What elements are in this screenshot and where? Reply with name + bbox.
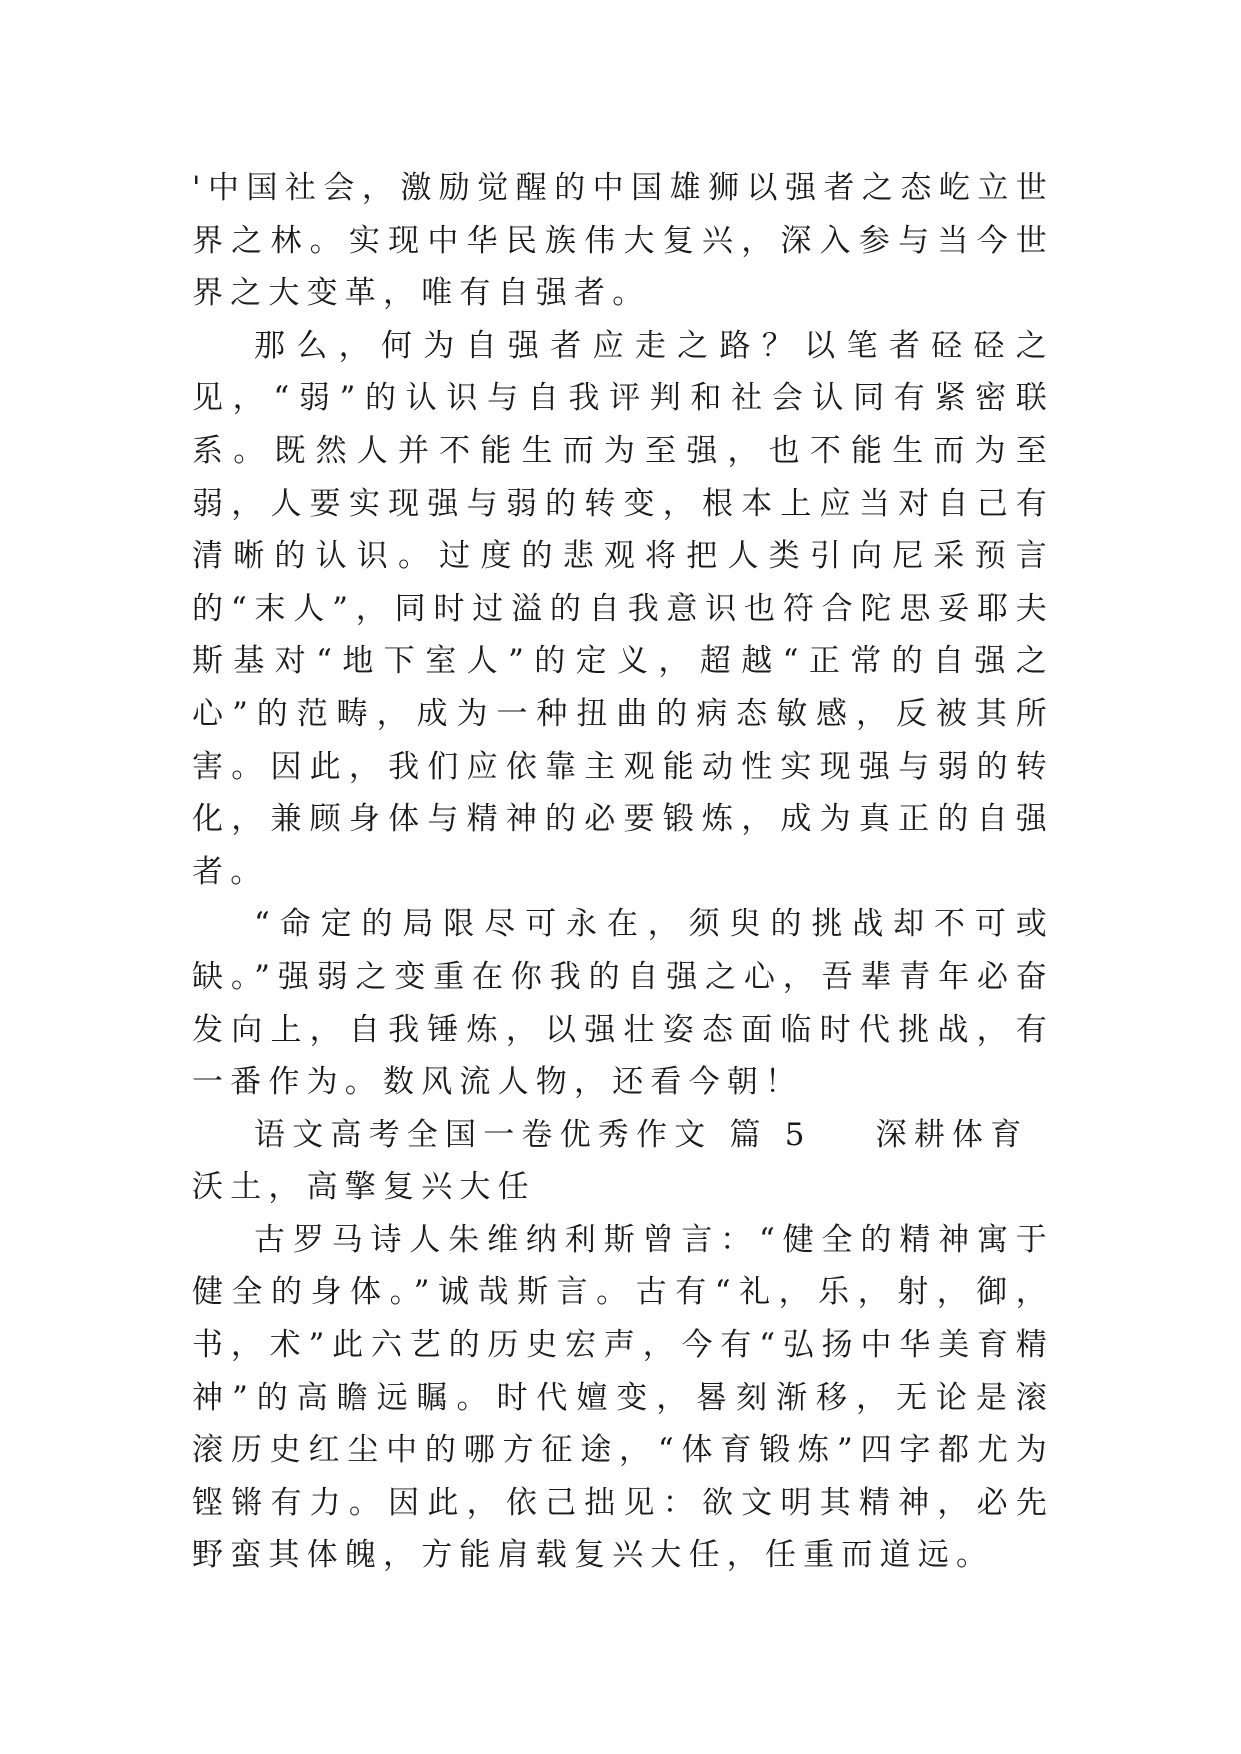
essay-title: 深耕体育沃土，高擎复兴大任 <box>192 1116 1029 1206</box>
essay-series: 语文高考全国一卷优秀作文 <box>254 1116 713 1153</box>
paragraph-1: '中国社会，激励觉醒的中国雄狮以强者之态屹立世界之林。实现中华民族伟大复兴，深入参与当今世界之大变革，唯有自强者。 <box>192 170 1054 312</box>
paragraph-4: 古罗马诗人朱维纳利斯曾言：“健全的精神寓于健全的身体。”诚哉斯言。古有“礼，乐，射，御，书，术”此六艺的历史宏声，今有“弘扬中华美育精神”的高瞻远瞩。时代嬗变，晷刻渐移，无论是滚滚历史红尘中的哪方征途，“体育锻炼”四字都尤为铿锵有力。因此，依己拙见：欲文明其精神，必先野蛮其体魄，方能肩载复兴大任，任重而道远。 <box>192 1221 1054 1574</box>
document-body <box>192 162 1054 1582</box>
essay-number: 篇 5 <box>729 1116 812 1153</box>
paragraph-3: “命定的局限尽可永在，须臾的挑战却不可或缺。”强弱之变重在你我的自强之心，吾辈青年必奋发向上，自我锤炼，以强壮姿态面临时代挑战，有一番作为。数风流人物，还看今朝！ <box>192 906 1054 1101</box>
essay-heading <box>192 1109 1054 1214</box>
paragraph-2: 那么，何为自强者应走之路？以笔者硁硁之见，“弱”的认识与自我评判和社会认同有紧密联系。既然人并不能生而为至强，也不能生而为至弱，人要实现强与弱的转变，根本上应当对自己有清晰的认识。过度的悲观将把人类引向尼采预言的“末人”，同时过溢的自我意识也符合陀思妥耶夫斯基对“地下室人”的定义，超越“正常的自强之心”的范畴，成为一种扭曲的病态敏感，反被其所害。因此，我们应依靠主观能动性实现强与弱的转化，兼顾身体与精神的必要锻炼，成为真正的自强者。 <box>192 327 1054 890</box>
